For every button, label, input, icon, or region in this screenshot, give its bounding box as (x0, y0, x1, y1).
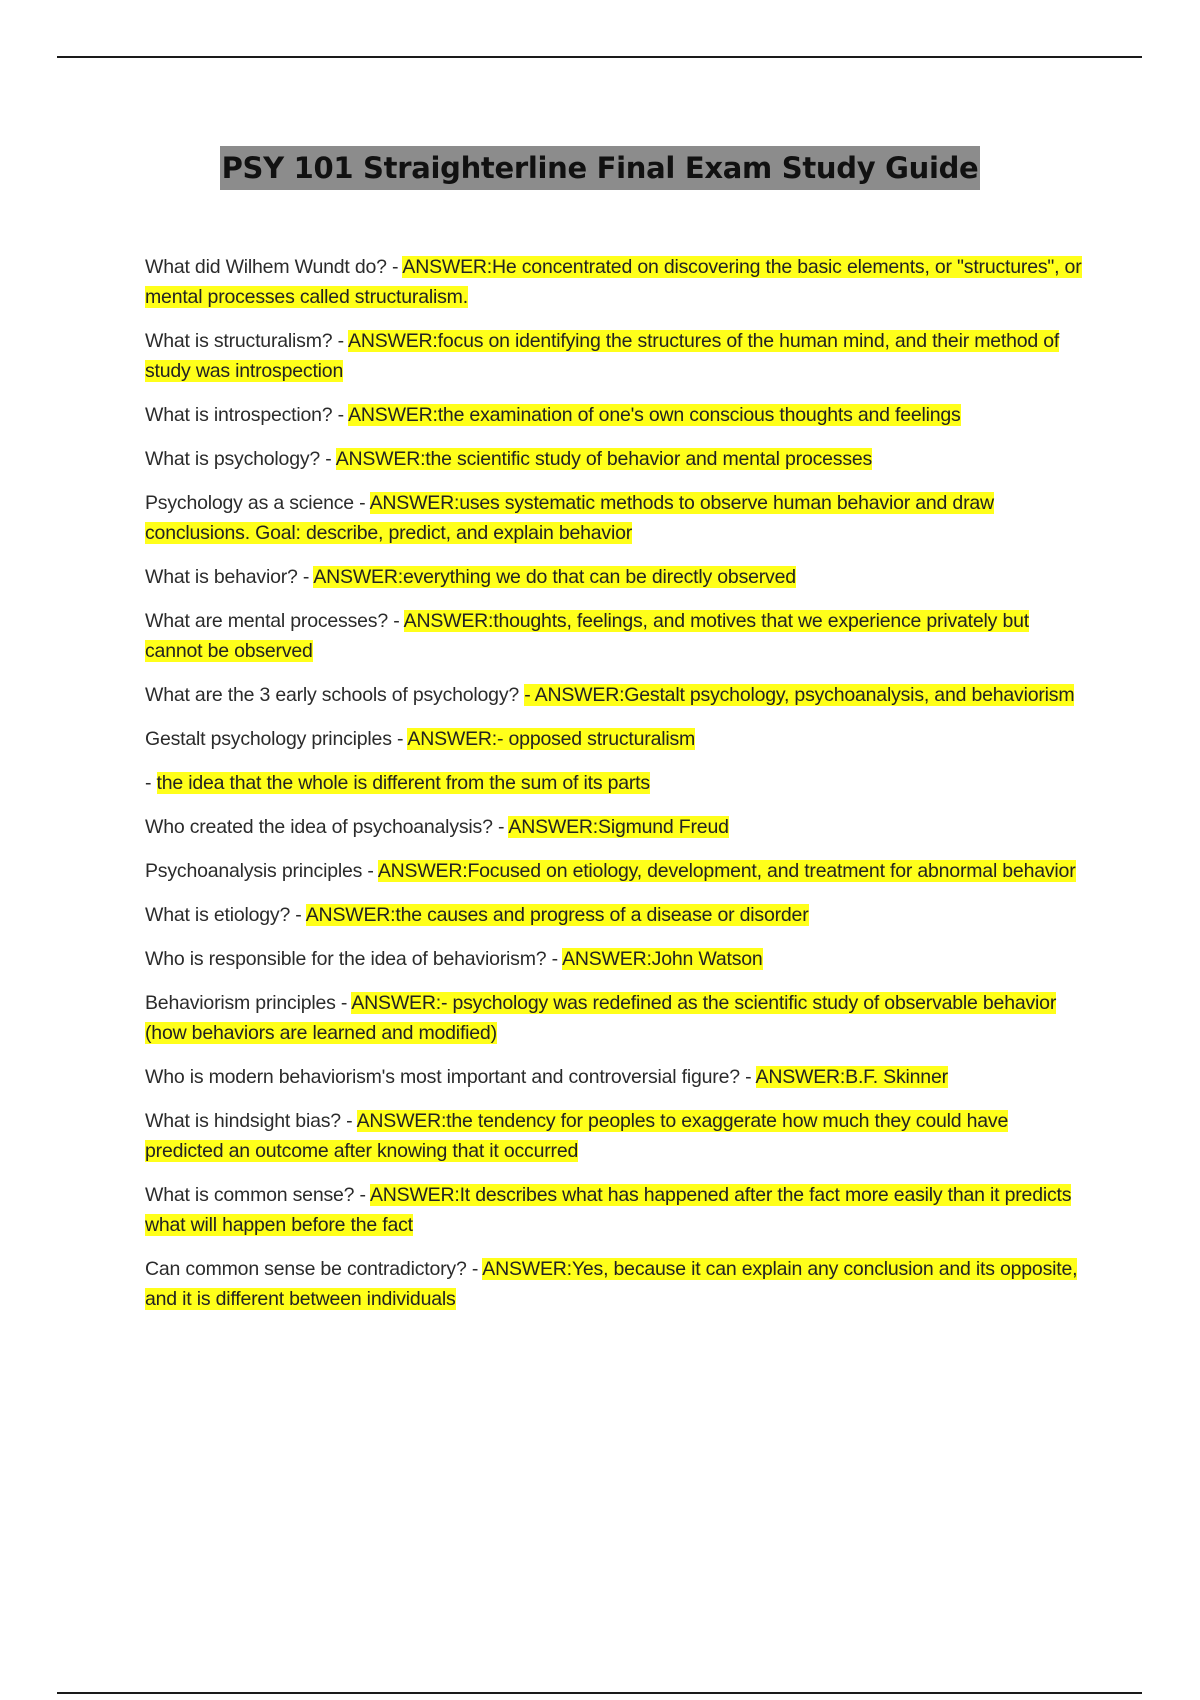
answer-highlight: the idea that the whole is different from the sum of its parts (156, 772, 650, 794)
answer-highlight: ANSWER:Focused on etiology, development, and treatment for abnormal behavior (377, 860, 1076, 882)
question-text: Psychoanalysis principles - (145, 860, 378, 882)
qa-item (145, 724, 1085, 754)
answer-highlight: ANSWER:It describes what has happened after the fact more easily than it predicts what will happen before the fact (145, 1184, 1072, 1236)
question-text: What is hindsight bias? - (145, 1110, 357, 1132)
answer-highlight: ANSWER:the causes and progress of a disease or disorder (305, 904, 809, 926)
answer-highlight: ANSWER:- opposed structuralism (407, 728, 696, 750)
answer-highlight: ANSWER:uses systematic methods to observe human behavior and draw conclusions. Goal: describe, predict, and explain behavior (145, 492, 994, 544)
title-container (0, 146, 1200, 190)
answer-highlight: ANSWER:B.F. Skinner (755, 1066, 948, 1088)
question-text: What is behavior? - (145, 566, 314, 588)
question-text: - (145, 772, 157, 794)
qa-item (145, 944, 1085, 974)
answer-highlight: ANSWER:Yes, because it can explain any conclusion and its opposite, and it is different between individuals (145, 1258, 1078, 1310)
answer-highlight: - ANSWER:Gestalt psychology, psychoanalysis, and behaviorism (524, 684, 1075, 706)
answer-highlight: ANSWER:focus on identifying the structures of the human mind, and their method of study was introspection (145, 330, 1060, 382)
qa-item (145, 812, 1085, 842)
answer-highlight: ANSWER:- psychology was redefined as the scientific study of observable behavior (how behaviors are learned and modified) (145, 992, 1057, 1044)
qa-item (145, 856, 1085, 886)
qa-item (145, 400, 1085, 430)
qa-item (145, 768, 1085, 798)
question-text: Who created the idea of psychoanalysis? - (145, 816, 509, 838)
question-text: What are mental processes? - (145, 610, 404, 632)
question-text: Behaviorism principles - (145, 992, 352, 1014)
answer-highlight: ANSWER:the tendency for peoples to exaggerate how much they could have predicted an outcome after knowing that it occurred (145, 1110, 1009, 1162)
question-text: Psychology as a science - (145, 492, 370, 514)
question-text: What is etiology? - (145, 904, 306, 926)
qa-item (145, 488, 1085, 548)
qa-item (145, 606, 1085, 666)
answer-highlight: ANSWER:He concentrated on discovering the basic elements, or "structures", or mental processes called structuralism. (145, 256, 1082, 308)
question-text: Can common sense be contradictory? - (145, 1258, 483, 1280)
question-text: What are the 3 early schools of psychology? (145, 684, 525, 706)
answer-highlight: ANSWER:the examination of one's own conscious thoughts and feelings (348, 404, 961, 426)
qa-item (145, 252, 1085, 312)
question-text: What is structuralism? - (145, 330, 349, 352)
question-text: What is common sense? - (145, 1184, 370, 1206)
question-text: What did Wilhem Wundt do? - (145, 256, 403, 278)
header-rule (57, 56, 1142, 58)
footer-rule (57, 1692, 1142, 1694)
question-text: What is introspection? - (145, 404, 349, 426)
question-text: What is psychology? - (145, 448, 336, 470)
answer-highlight: ANSWER:everything we do that can be directly observed (313, 566, 796, 588)
answer-highlight: ANSWER:John Watson (562, 948, 763, 970)
document-title: PSY 101 Straighterline Final Exam Study Guide (220, 146, 981, 190)
question-text: Who is responsible for the idea of behaviorism? - (145, 948, 563, 970)
qa-item (145, 562, 1085, 592)
qa-item (145, 1062, 1085, 1092)
question-text: Who is modern behaviorism's most important and controversial figure? - (145, 1066, 756, 1088)
qa-item (145, 900, 1085, 930)
qa-item (145, 326, 1085, 386)
qa-item (145, 444, 1085, 474)
qa-list (145, 252, 1085, 1328)
qa-item (145, 1180, 1085, 1240)
question-text: Gestalt psychology principles - (145, 728, 408, 750)
qa-item (145, 1106, 1085, 1166)
qa-item (145, 680, 1085, 710)
qa-item (145, 1254, 1085, 1314)
answer-highlight: ANSWER:thoughts, feelings, and motives that we experience privately but cannot be observed (145, 610, 1029, 662)
qa-item (145, 988, 1085, 1048)
answer-highlight: ANSWER:the scientific study of behavior and mental processes (335, 448, 873, 470)
answer-highlight: ANSWER:Sigmund Freud (508, 816, 729, 838)
